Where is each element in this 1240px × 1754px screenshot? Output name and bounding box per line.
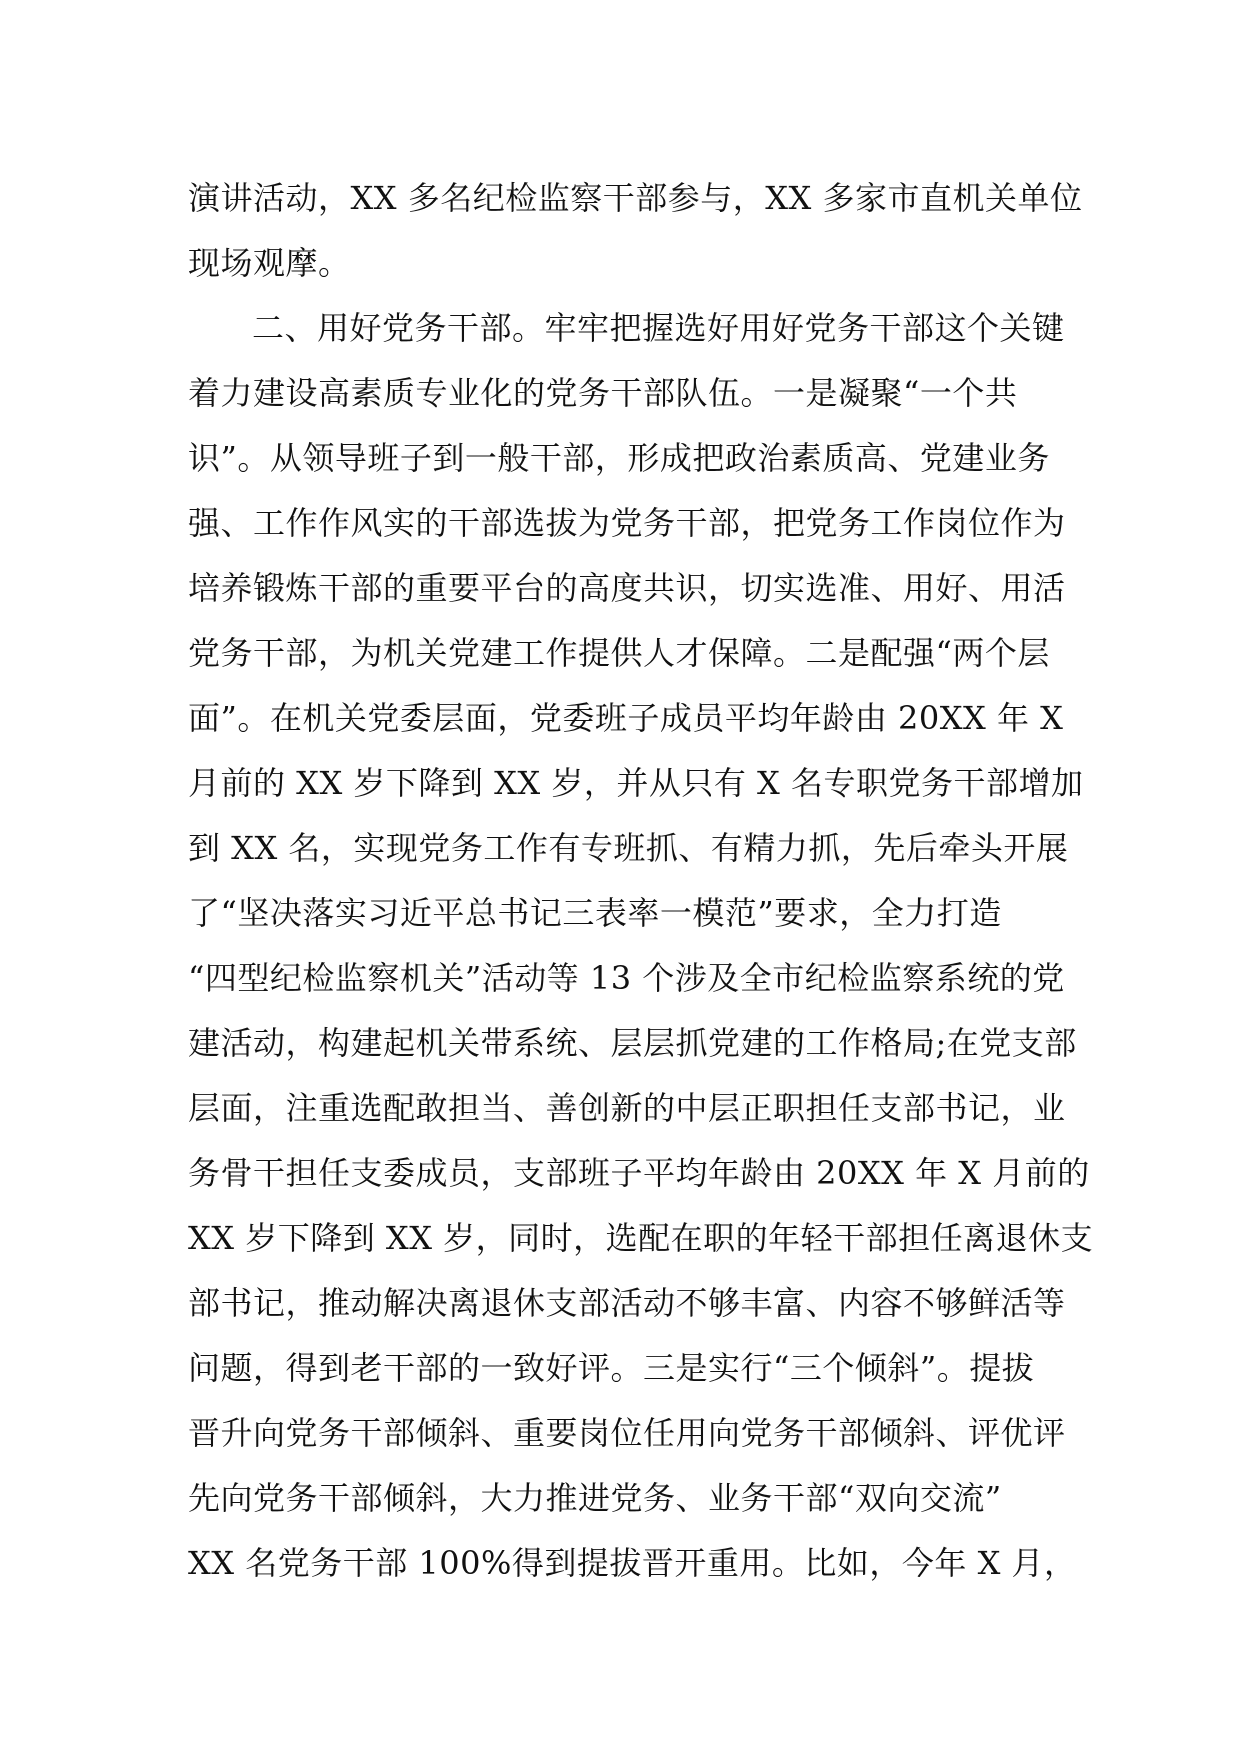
text-line: 月前的 XX 岁下降到 XX 岁，并从只有 X 名专职党务干部增加 bbox=[188, 764, 1084, 802]
text-line: 晋升向党务干部倾斜、重要岗位任用向党务干部倾斜、评优评 bbox=[188, 1414, 1066, 1452]
text-line: XX 名党务干部 100%得到提拔晋开重用。比如，今年 X 月， bbox=[188, 1544, 1077, 1582]
text-line: 层面，注重选配敢担当、善创新的中层正职担任支部书记，业 bbox=[188, 1089, 1066, 1127]
text-line: 着力建设高素质专业化的党务干部队伍。一是凝聚“一个共 bbox=[188, 374, 1018, 412]
text-line: 党务干部，为机关党建工作提供人才保障。二是配强“两个层 bbox=[188, 634, 1050, 672]
text-line: 培养锻炼干部的重要平台的高度共识，切实选准、用好、用活 bbox=[188, 569, 1066, 607]
text-line: 问题，得到老干部的一致好评。三是实行“三个倾斜”。提拔 bbox=[188, 1349, 1035, 1387]
text-line: 务骨干担任支委成员，支部班子平均年龄由 20XX 年 X 月前的 bbox=[188, 1154, 1090, 1192]
body-text bbox=[188, 166, 1094, 1596]
text-line: “四型纪检监察机关”活动等 13 个涉及全市纪检监察系统的党 bbox=[188, 959, 1065, 997]
text-line: 强、工作作风实的干部选拔为党务干部，把党务工作岗位作为 bbox=[188, 504, 1066, 542]
text-line: 演讲活动，XX 多名纪检监察干部参与，XX 多家市直机关单位 bbox=[188, 179, 1083, 217]
text-line: 建活动，构建起机关带系统、层层抓党建的工作格局;在党支部 bbox=[188, 1024, 1077, 1062]
text-line: XX 岁下降到 XX 岁，同时，选配在职的年轻干部担任离退休支 bbox=[188, 1219, 1094, 1257]
text-line: 先向党务干部倾斜，大力推进党务、业务干部“双向交流” bbox=[188, 1479, 1002, 1517]
text-line: 面”。在机关党委层面，党委班子成员平均年龄由 20XX 年 X bbox=[188, 699, 1064, 737]
section-heading-line: 二、用好党务干部。牢牢把握选好用好党务干部这个关键 bbox=[252, 309, 1065, 347]
text-line: 部书记，推动解决离退休支部活动不够丰富、内容不够鲜活等 bbox=[188, 1284, 1066, 1322]
text-line: 了“坚决落实习近平总书记三表率一模范”要求，全力打造 bbox=[188, 894, 1002, 932]
text-line: 到 XX 名，实现党务工作有专班抓、有精力抓，先后牵头开展 bbox=[188, 829, 1069, 867]
text-line: 识”。从领导班子到一般干部，形成把政治素质高、党建业务 bbox=[188, 439, 1050, 477]
text-line: 现场观摩。 bbox=[188, 244, 351, 282]
